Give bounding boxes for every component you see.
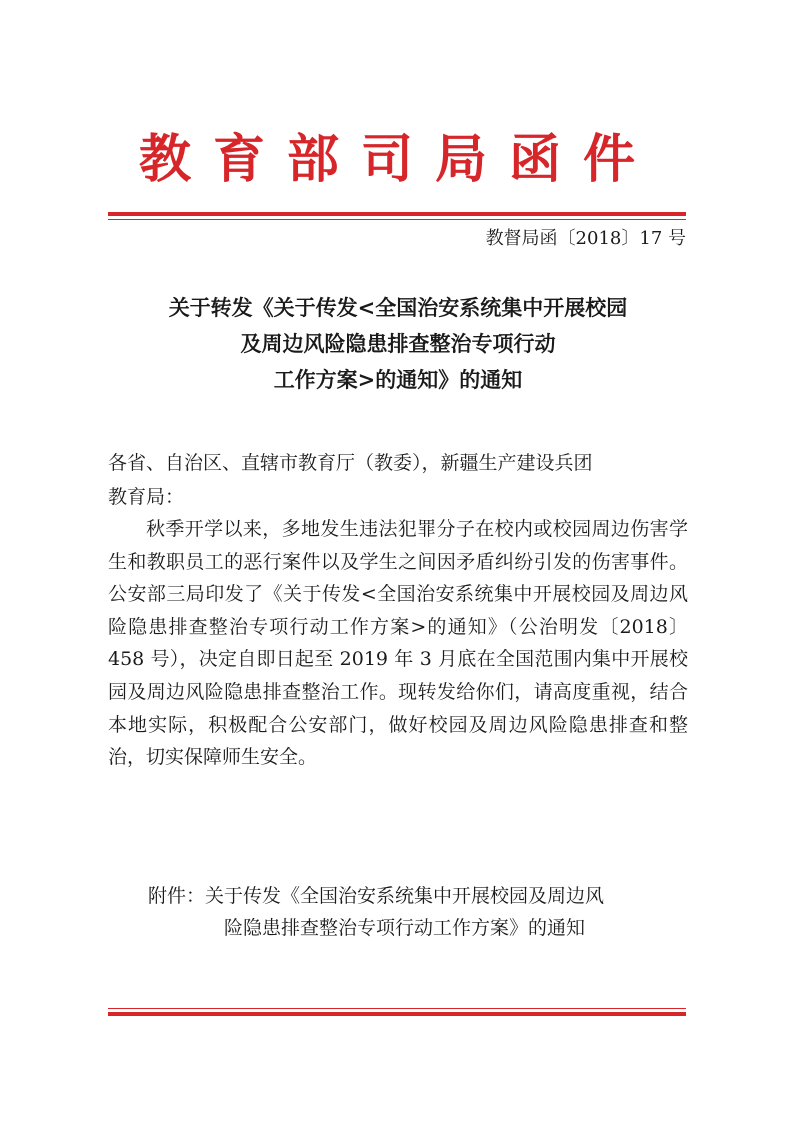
title-line-1: 关于转发《关于传发<全国治安系统集中开展校园 — [168, 295, 628, 320]
salutation-line-1: 各省、自治区、直辖市教育厅（教委），新疆生产建设兵团 — [108, 452, 593, 474]
attachment-label: 附件： — [148, 885, 206, 907]
attachment-note — [148, 880, 688, 944]
body-paragraph: 秋季开学以来，多地发生违法犯罪分子在校内或校园周边伤害学生和教职员工的恶行案件以及学生之间因矛盾纠纷引发的伤害事件。公安部三局印发了《关于传发<全国治安系统集中开展校园及周边风险隐患排查整治专项行动工作方案>的通知》（公治明发〔2018〕458 号），决定自即日起至 2019 年 3 月底在全国范围内集中开展校园及周边风险隐患排查整治工作。现转发给你们，请高度重视，结合本地实际，积极配合公安部门，做好校园及周边风险隐患排查和整治，切实保障师生安全。 — [108, 518, 688, 769]
masthead-title: 教育部司局函件 — [138, 129, 657, 190]
document-number: 教督局函〔2018〕17 号 — [485, 228, 686, 249]
salutation — [108, 446, 688, 514]
red-rule-bottom-thin — [108, 1008, 686, 1009]
document-title — [108, 290, 688, 398]
salutation-line-2: 教育局： — [108, 486, 185, 508]
attachment-line-2: 险隐患排查整治专项行动工作方案》的通知 — [224, 917, 586, 939]
title-line-3: 工作方案>的通知》的通知 — [273, 367, 523, 392]
attachment-line-1: 关于传发《全国治安系统集中开展校园及周边风 — [205, 885, 605, 907]
title-line-2: 及周边风险隐患排查整治专项行动 — [240, 331, 556, 356]
red-rule-bottom-thick — [108, 1012, 686, 1016]
red-rule-top-thick — [108, 212, 686, 216]
red-rule-top-thin — [108, 219, 686, 220]
